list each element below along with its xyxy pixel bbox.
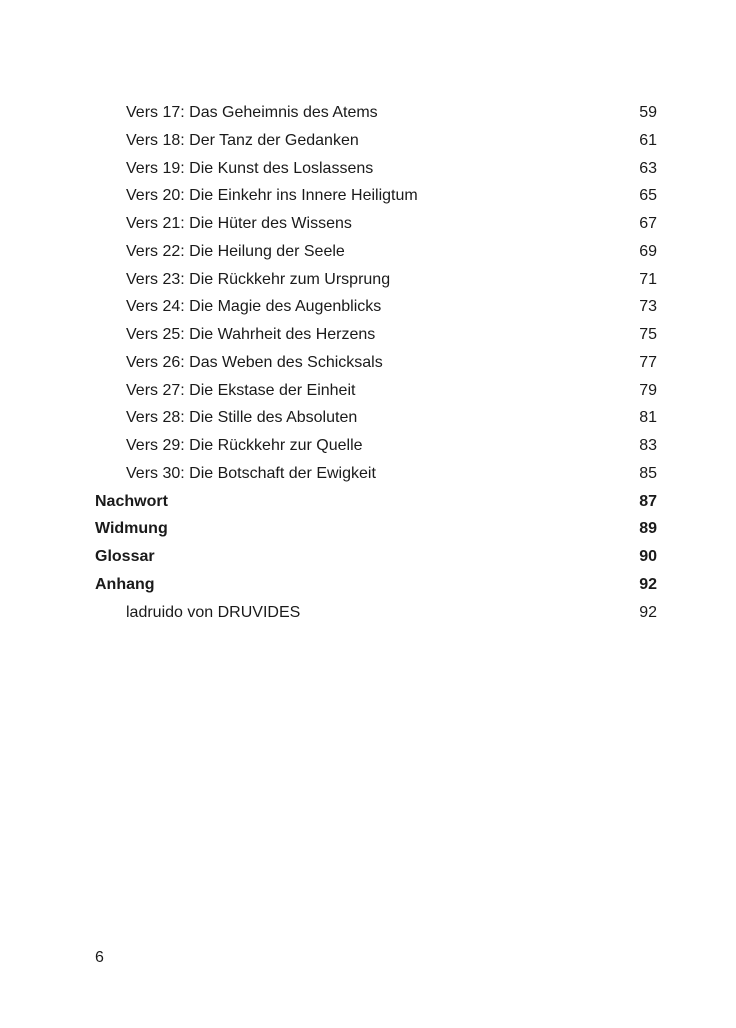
toc-entry-title: Vers 19: Die Kunst des Loslassens bbox=[126, 159, 374, 177]
toc-entry-page: 92 bbox=[639, 575, 657, 593]
toc-entry-vers-21[interactable] bbox=[95, 210, 657, 238]
toc-entry-vers-22[interactable] bbox=[95, 238, 657, 266]
toc-entry-title: Vers 20: Die Einkehr ins Innere Heiligtum bbox=[126, 187, 418, 205]
toc-entry-page: 73 bbox=[639, 298, 657, 316]
toc-entry-title: Anhang bbox=[95, 575, 155, 593]
toc-entry-vers-19[interactable] bbox=[95, 155, 657, 183]
toc-entry-glossar[interactable] bbox=[95, 543, 657, 571]
toc-entry-title: Widmung bbox=[95, 520, 168, 538]
toc-entry-title: Vers 23: Die Rückkehr zum Ursprung bbox=[126, 270, 391, 288]
toc-entry-title: Vers 26: Das Weben des Schicksals bbox=[126, 353, 383, 371]
toc-entry-title: Vers 21: Die Hüter des Wissens bbox=[126, 215, 352, 232]
toc-entry-vers-23[interactable] bbox=[95, 266, 657, 294]
toc-entry-title: Vers 24: Die Magie des Augenblicks bbox=[126, 298, 382, 316]
toc-entry-title: Vers 17: Das Geheimnis des Atems bbox=[126, 104, 378, 121]
page-number: 6 bbox=[95, 949, 104, 966]
toc-entry-vers-26[interactable] bbox=[95, 349, 657, 377]
toc-entry-title: Vers 28: Die Stille des Absoluten bbox=[126, 409, 358, 427]
toc-entry-page: 77 bbox=[639, 353, 657, 371]
toc-entry-title: Vers 18: Der Tanz der Gedanken bbox=[126, 131, 359, 149]
toc-entry-vers-28[interactable] bbox=[95, 404, 657, 432]
toc-entry-nachwort[interactable] bbox=[95, 488, 657, 516]
toc-entry-vers-17[interactable] bbox=[95, 99, 657, 127]
toc-entry-vers-30[interactable] bbox=[95, 460, 657, 488]
toc-entry-anhang[interactable] bbox=[95, 571, 657, 599]
toc-entry-vers-20[interactable] bbox=[95, 182, 657, 210]
toc-entry-page: 89 bbox=[639, 520, 657, 538]
toc-entry-widmung[interactable] bbox=[95, 515, 657, 543]
toc-entry-vers-25[interactable] bbox=[95, 321, 657, 349]
toc-entry-title: Vers 27: Die Ekstase der Einheit bbox=[126, 381, 356, 399]
toc-entry-title: Vers 25: Die Wahrheit des Herzens bbox=[126, 326, 376, 343]
toc-entry-page: 75 bbox=[639, 326, 657, 343]
toc-entry-page: 63 bbox=[639, 159, 657, 177]
toc-entry-vers-24[interactable] bbox=[95, 293, 657, 321]
toc-entry-page: 92 bbox=[639, 603, 657, 621]
toc-entry-page: 83 bbox=[639, 437, 657, 454]
toc-entry-vers-29[interactable] bbox=[95, 432, 657, 460]
toc-entry-ladruido[interactable] bbox=[95, 599, 657, 627]
toc-entry-page: 81 bbox=[639, 409, 657, 427]
toc-entry-page: 69 bbox=[639, 242, 657, 260]
toc-entry-page: 67 bbox=[639, 215, 657, 232]
toc-entry-title: Vers 30: Die Botschaft der Ewigkeit bbox=[126, 464, 376, 482]
toc-entry-page: 87 bbox=[639, 492, 657, 510]
toc-entry-page: 85 bbox=[639, 464, 657, 482]
table-of-contents bbox=[95, 99, 657, 626]
toc-entry-title: Vers 29: Die Rückkehr zur Quelle bbox=[126, 437, 363, 454]
toc-entry-page: 71 bbox=[639, 270, 657, 288]
toc-entry-page: 65 bbox=[639, 187, 657, 205]
toc-entry-vers-18[interactable] bbox=[95, 127, 657, 155]
toc-entry-title: Vers 22: Die Heilung der Seele bbox=[126, 242, 345, 260]
toc-entry-page: 61 bbox=[639, 131, 657, 149]
toc-entry-page: 79 bbox=[639, 381, 657, 399]
toc-entry-page: 90 bbox=[639, 548, 657, 565]
toc-entry-page: 59 bbox=[639, 104, 657, 121]
toc-entry-title: Glossar bbox=[95, 548, 155, 565]
toc-entry-vers-27[interactable] bbox=[95, 377, 657, 405]
toc-entry-title: Nachwort bbox=[95, 492, 168, 510]
toc-entry-title: ladruido von DRUVIDES bbox=[126, 603, 301, 621]
